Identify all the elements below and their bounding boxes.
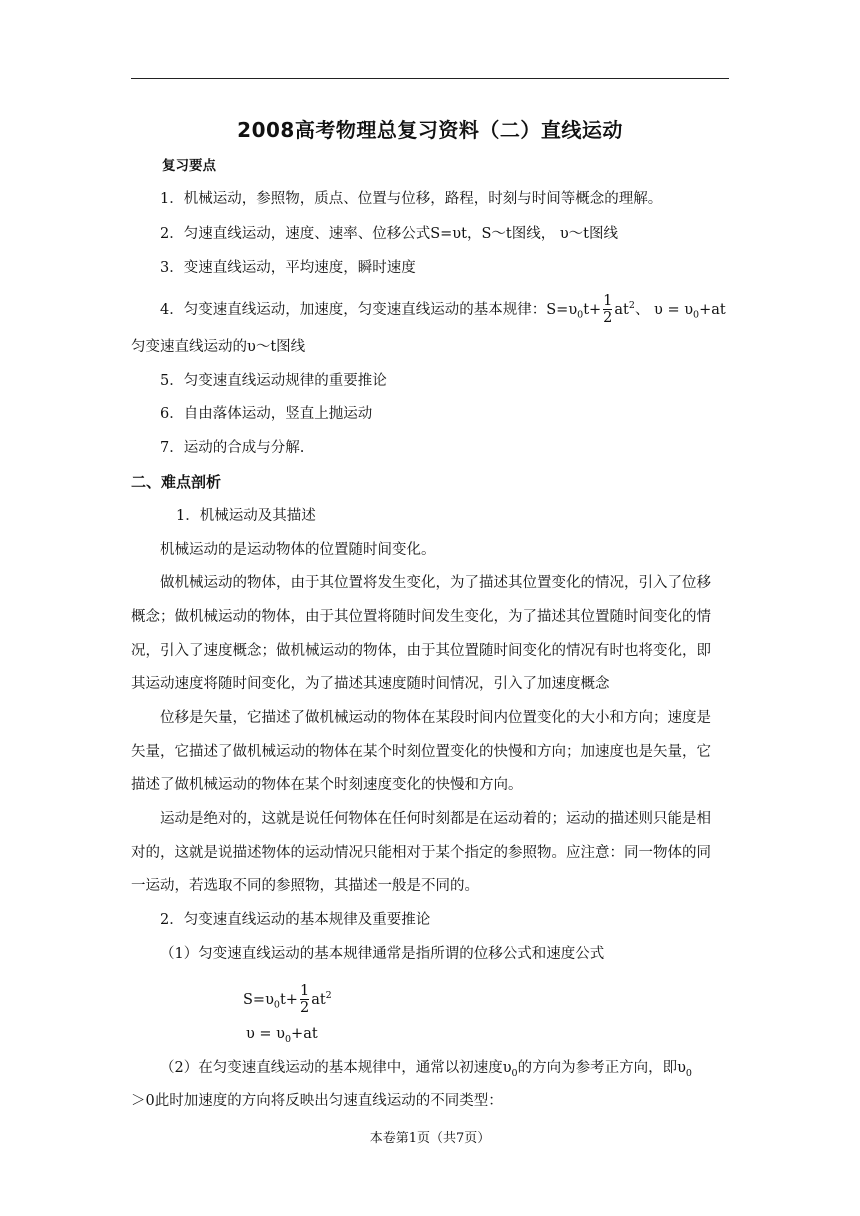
subsection-heading: 2．匀变速直线运动的基本规律及重要推论 [160, 912, 431, 928]
paragraph: 机械运动的是运动物体的位置随时间变化。 [160, 542, 436, 558]
paragraph-line: 一运动，若选取不同的参照物，其描述一般是不同的。 [131, 878, 479, 894]
list-item-formula: 4．匀变速直线运动，加速度，匀变速直线运动的基本规律：$S=\upsilon_0t+$ $\frac{1}{2}$ $at^2$、 $\upsilon = \upsilon_0+at$ [160, 292, 726, 327]
paragraph-line: 况，引入了速度概念；做机械运动的物体，由于其位置随时间变化的情况有时也将变化，即 [131, 643, 711, 659]
paragraph-line: 矢量，它描述了做机械运动的物体在某个时刻位置变化的快慢和方向；加速度也是矢量，它 [131, 744, 711, 760]
fraction-half: $\frac{1}{2}$ [603, 292, 613, 327]
list-item: 1．机械运动，参照物，质点、位置与位移，路程，时刻与时间等概念的理解。 [160, 191, 663, 207]
header-rule [131, 78, 729, 79]
subsection-heading: 1．机械运动及其描述 [176, 508, 316, 524]
section-heading-review: 复习要点 [162, 158, 216, 174]
list-item-continuation: 匀变速直线运动的υ～t图线 [131, 339, 306, 355]
paragraph-line: （2）在匀变速直线运动的基本规律中，通常以初速度$\upsilon_0$的方向为参考正方向，即$\upsilon_0$ [160, 1060, 692, 1079]
paragraph-line: 其运动速度将随时间变化，为了描述其速度随时间情况，引入了加速度概念 [131, 676, 610, 692]
list-item: 3．变速直线运动，平均速度，瞬时速度 [160, 260, 416, 276]
list-item: 5．匀变速直线运动规律的重要推论 [160, 373, 387, 389]
list-item: 6．自由落体运动，竖直上抛运动 [160, 406, 373, 422]
paragraph-line: 对的，这就是说描述物体的运动情况只能相对于某个指定的参照物。应注意：同一物体的同 [131, 845, 711, 861]
paragraph-line: 运动是绝对的，这就是说任何物体在任何时刻都是在运动着的；运动的描述则只能是相 [160, 811, 711, 827]
page-footer: 本卷第1页（共7页） [369, 1131, 491, 1146]
paragraph: （1）匀变速直线运动的基本规律通常是指所谓的位移公式和速度公式 [160, 946, 605, 962]
fraction-half: $\frac{1}{2}$ [299, 982, 310, 1017]
formula-velocity: $\upsilon = \upsilon_0+at$ [246, 1026, 318, 1045]
page-title: 2008高考物理总复习资料（二）直线运动 [237, 118, 623, 142]
item4-text: 4．匀变速直线运动，加速度，匀变速直线运动的基本规律：S= [160, 301, 569, 318]
paragraph-line: 做机械运动的物体，由于其位置将发生变化，为了描述其位置变化的情况，引入了位移 [160, 575, 711, 591]
paragraph-line: 位移是矢量，它描述了做机械运动的物体在某段时间内位置变化的大小和方向；速度是 [160, 710, 711, 726]
paragraph-line: 概念；做机械运动的物体，由于其位置将随时间发生变化，为了描述其位置随时间变化的情 [131, 609, 711, 625]
paragraph-line: 描述了做机械运动的物体在某个时刻速度变化的快慢和方向。 [131, 777, 523, 793]
formula-displacement: $S=\upsilon_0t+$ $\frac{1}{2}$ $at^2$ [243, 982, 332, 1017]
paragraph-line: ＞0此时加速度的方向将反映出匀速直线运动的不同类型： [131, 1093, 503, 1109]
list-item: 2．匀速直线运动，速度、速率、位移公式S=υt，S～t图线， υ～t图线 [160, 226, 618, 242]
list-item: 7．运动的合成与分解. [160, 440, 305, 456]
section-heading-analysis: 二、难点剖析 [131, 473, 222, 491]
